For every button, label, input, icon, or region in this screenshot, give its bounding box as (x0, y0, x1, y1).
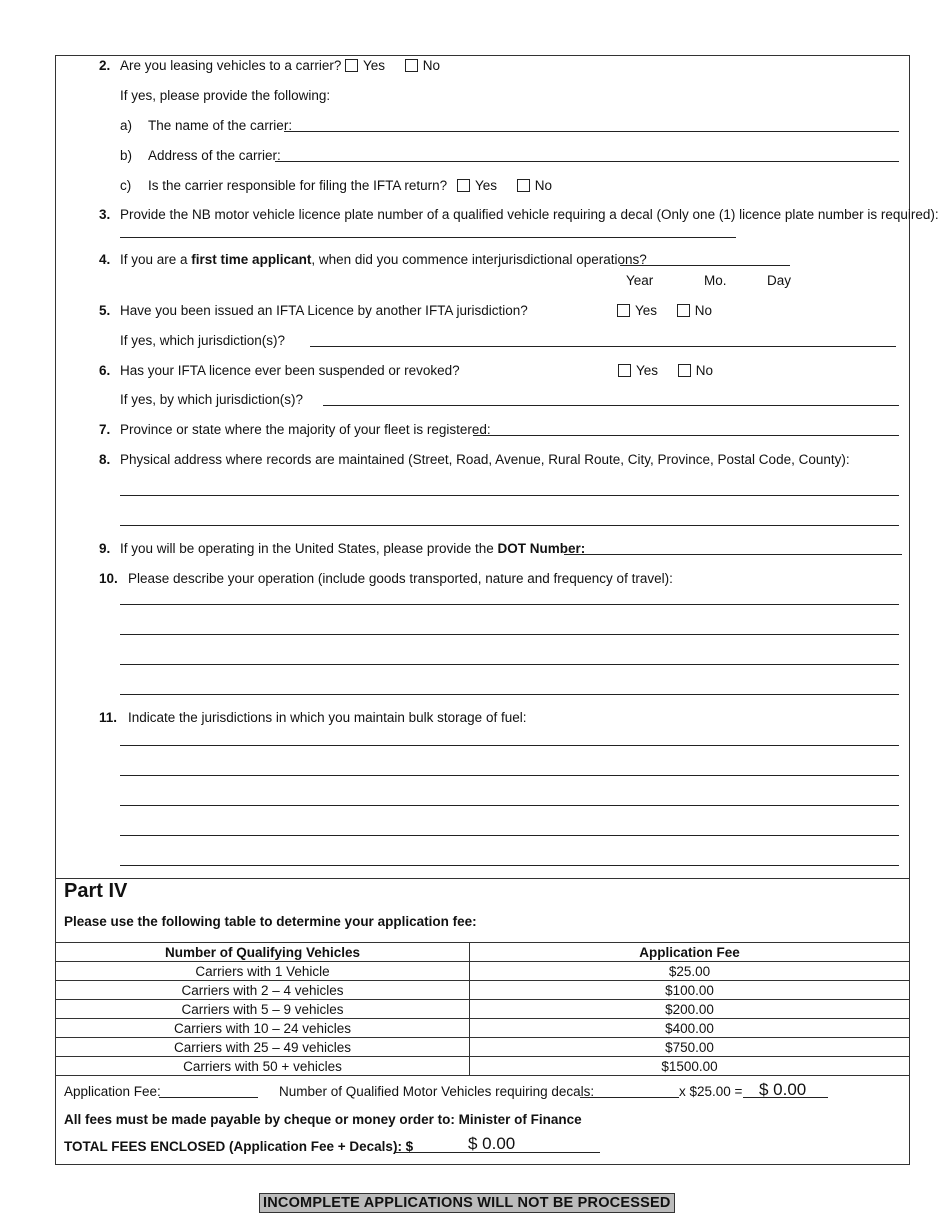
q8-number: 8. (99, 452, 111, 467)
bulk-storage-line-4[interactable] (120, 835, 899, 836)
row-label: Carriers with 10 – 24 vehicles (56, 1019, 470, 1038)
row-fee: $25.00 (470, 962, 910, 981)
q5-yes-option[interactable] (617, 303, 657, 318)
q5-text: Have you been issued an IFTA Licence by another IFTA jurisdiction? (120, 303, 528, 318)
decals-count-field[interactable] (580, 1097, 679, 1098)
part4-title: Part IV (64, 880, 128, 902)
incomplete-notice: INCOMPLETE APPLICATIONS WILL NOT BE PROCESSED (259, 1193, 675, 1213)
q2c-yes-checkbox[interactable] (457, 179, 470, 192)
q3-text: Provide the NB motor vehicle licence plate number of a qualified vehicle requiring a decal (Only one (1) licence plate number is required): (120, 207, 939, 222)
table-row (56, 1038, 909, 1057)
row-fee: $750.00 (470, 1038, 910, 1057)
q2b-text: Address of the carrier: (148, 148, 281, 163)
q9-number: 9. (99, 541, 111, 556)
q2a-text: The name of the carrier: (148, 118, 293, 133)
q9-text: If you will be operating in the United States, please provide the DOT Number: (120, 541, 586, 556)
q2a-label: a) (120, 118, 133, 133)
row-fee: $1500.00 (470, 1057, 910, 1076)
decals-total-field[interactable]: $ 0.00 (759, 1080, 807, 1099)
row-label: Carriers with 5 – 9 vehicles (56, 1000, 470, 1019)
application-fee-field[interactable] (159, 1097, 258, 1098)
q2-yes-option[interactable] (345, 58, 385, 73)
row-fee: $400.00 (470, 1019, 910, 1038)
q5-jurisdiction-field[interactable] (310, 346, 896, 347)
licence-plate-field[interactable] (120, 237, 736, 238)
row-label: Carriers with 50 + vehicles (56, 1057, 470, 1076)
day-label: Day (767, 273, 792, 288)
q4-number: 4. (99, 252, 111, 267)
row-label: Carriers with 25 – 49 vehicles (56, 1038, 470, 1057)
q6-yes-option[interactable] (618, 363, 658, 378)
q2c-yes-option[interactable] (457, 178, 497, 193)
q6-no-label: No (695, 363, 714, 378)
part4-header-box (55, 878, 910, 943)
q11-number: 11. (99, 710, 118, 725)
q6-no-option[interactable] (678, 363, 713, 378)
q7-number: 7. (99, 422, 111, 437)
operation-line-4[interactable] (120, 694, 899, 695)
q5-yes-checkbox[interactable] (617, 304, 630, 317)
q11-text: Indicate the jurisdictions in which you maintain bulk storage of fuel: (128, 710, 527, 725)
bulk-storage-line-1[interactable] (120, 745, 899, 746)
table-row (56, 1000, 909, 1019)
row-fee: $200.00 (470, 1000, 910, 1019)
bulk-storage-line-2[interactable] (120, 775, 899, 776)
q4-text: If you are a first time applicant, when did you commence interjurisdictional operations? (120, 252, 647, 267)
q2-no-label: No (422, 58, 441, 73)
q2-yes-label: Yes (363, 58, 386, 73)
q6-number: 6. (99, 363, 111, 378)
q2b-label: b) (120, 148, 133, 163)
q2c-no-label: No (534, 178, 553, 193)
total-fees-field[interactable]: $ 0.00 (468, 1134, 516, 1153)
part4-subtitle: Please use the following table to determine your application fee: (64, 914, 477, 929)
q6-text: Has your IFTA licence ever been suspended or revoked? (120, 363, 460, 378)
row-fee: $100.00 (470, 981, 910, 1000)
bulk-storage-line-5[interactable] (120, 865, 899, 866)
payable-note: All fees must be made payable by cheque or money order to: Minister of Finance (64, 1112, 582, 1127)
q5-no-label: No (694, 303, 713, 318)
q5-number: 5. (99, 303, 111, 318)
records-address-line-1[interactable] (120, 495, 899, 496)
fee-table (56, 942, 909, 1076)
q8-text: Physical address where records are maintained (Street, Road, Avenue, Rural Route, City, Province, Postal Code, County): (120, 452, 850, 467)
q5-no-option[interactable] (677, 303, 712, 318)
q3-number: 3. (99, 207, 111, 222)
fee-table-col-fee: Application Fee (470, 943, 910, 962)
q6-yes-checkbox[interactable] (618, 364, 631, 377)
application-fee-label: Application Fee: (64, 1084, 161, 1099)
operation-line-1[interactable] (120, 604, 899, 605)
q6-follow-text: If yes, by which jurisdiction(s)? (120, 392, 304, 407)
fleet-province-field[interactable] (473, 435, 899, 436)
q2-text: Are you leasing vehicles to a carrier? (120, 58, 342, 73)
q6-yes-label: Yes (636, 363, 659, 378)
total-fees-label: TOTAL FEES ENCLOSED (Application Fee + Decals): $ (64, 1139, 414, 1154)
q10-text: Please describe your operation (include goods transported, nature and frequency of travel): (128, 571, 673, 586)
q7-text: Province or state where the majority of your fleet is registered: (120, 422, 491, 437)
q2-no-option[interactable] (405, 58, 440, 73)
q2c-text: Is the carrier responsible for filing the IFTA return? (148, 178, 448, 193)
q5-yes-label: Yes (635, 303, 658, 318)
q2c-yes-label: Yes (475, 178, 498, 193)
q10-number: 10. (99, 571, 118, 586)
operation-line-2[interactable] (120, 634, 899, 635)
commence-date-field[interactable] (620, 265, 790, 266)
month-label: Mo. (704, 273, 727, 288)
operation-line-3[interactable] (120, 664, 899, 665)
table-row (56, 1057, 909, 1076)
q5-follow-text: If yes, which jurisdiction(s)? (120, 333, 286, 348)
q6-no-checkbox[interactable] (678, 364, 691, 377)
dot-number-field[interactable] (564, 554, 902, 555)
q2c-no-checkbox[interactable] (517, 179, 530, 192)
row-label: Carriers with 1 Vehicle (56, 962, 470, 981)
row-label: Carriers with 2 – 4 vehicles (56, 981, 470, 1000)
q2c-label: c) (120, 178, 132, 193)
records-address-line-2[interactable] (120, 525, 899, 526)
table-row (56, 962, 909, 981)
table-row (56, 981, 909, 1000)
q5-no-checkbox[interactable] (677, 304, 690, 317)
q2c-no-option[interactable] (517, 178, 552, 193)
q2-no-checkbox[interactable] (405, 59, 418, 72)
decals-label: Number of Qualified Motor Vehicles requiring decals: (279, 1084, 595, 1099)
year-label: Year (626, 273, 654, 288)
carrier-address-field[interactable] (275, 161, 899, 162)
q2-yes-checkbox[interactable] (345, 59, 358, 72)
carrier-name-field[interactable] (284, 131, 899, 132)
q2-follow-text: If yes, please provide the following: (120, 88, 331, 103)
bulk-storage-line-3[interactable] (120, 805, 899, 806)
q2-number: 2. (99, 58, 111, 73)
multiplier-label: x $25.00 = (679, 1084, 743, 1099)
table-row (56, 1019, 909, 1038)
q6-jurisdiction-field[interactable] (323, 405, 899, 406)
fee-table-col-vehicles: Number of Qualifying Vehicles (56, 943, 470, 962)
